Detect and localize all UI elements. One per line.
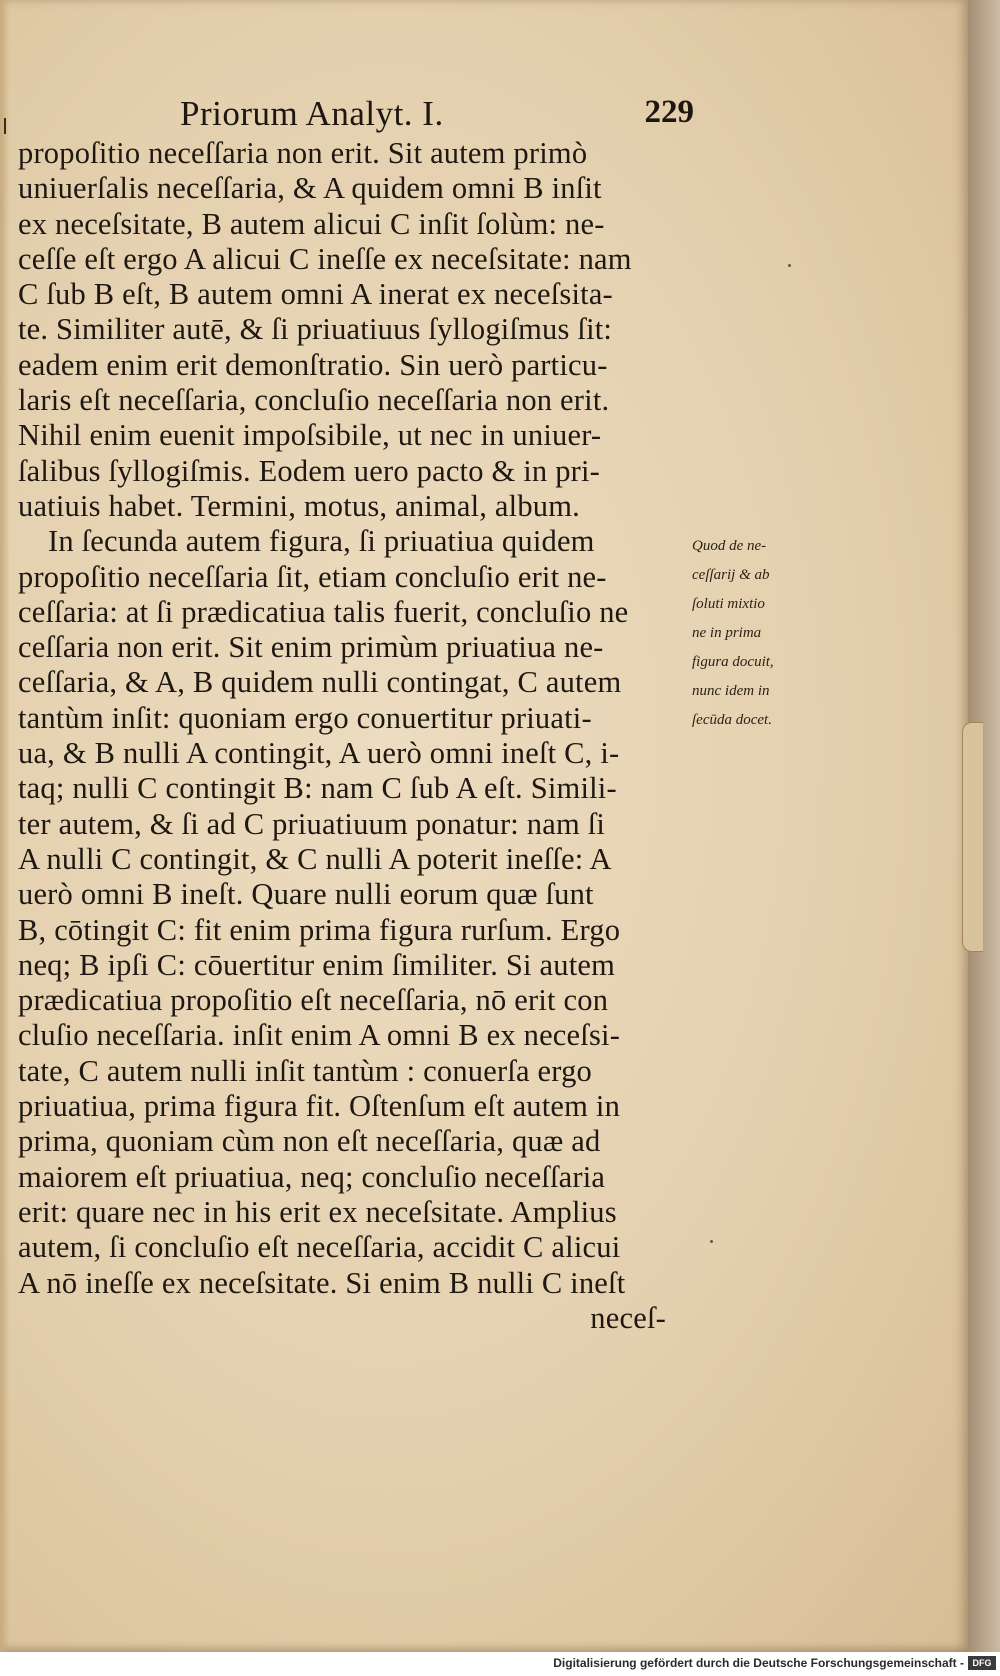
- text-line: A nulli C contingit, & C nulli A poterit ineſſe: A: [18, 841, 612, 876]
- marginal-note-line: ne in prima: [692, 625, 762, 641]
- text-line: ceſſaria: at ſi prædicatiua talis fuerit, concluſio ne: [18, 594, 629, 629]
- text-line: laris eſt neceſſaria, concluſio neceſſaria non erit.: [18, 383, 610, 418]
- marginal-note-line: ſoluti mixtio: [692, 596, 765, 612]
- text-line: ex neceſsitate, B autem alicui C inſit ſolùm: ne-: [18, 206, 605, 241]
- text-line: A nō ineſſe ex neceſsitate. Si enim B nulli C ineſt: [18, 1265, 626, 1300]
- page-gutter-shadow: [0, 0, 10, 1652]
- text-line: uniuerſalis neceſſaria, & A quidem omni B inſit: [18, 171, 602, 206]
- text-line: eadem enim erit demonſtratio. Sin uerò particu-: [18, 347, 608, 382]
- text-line: propoſitio neceſſaria non erit. Sit autem primò: [18, 136, 588, 170]
- text-line: uatiuis habet. Termini, motus, animal, album.: [18, 488, 580, 523]
- text-line: maiorem eſt priuatiua, neq; concluſio neceſſaria: [18, 1159, 606, 1194]
- marginal-note: [692, 532, 822, 735]
- page-tab: [962, 722, 983, 952]
- running-head: [20, 94, 700, 140]
- marginal-note-line: ceſſarij & ab: [692, 567, 770, 583]
- text-line: ceſſaria non erit. Sit enim primùm priuatiua ne-: [18, 630, 604, 665]
- text-line: propoſitio neceſſaria ſit, etiam concluſio erit ne-: [18, 559, 607, 594]
- text-line: neq; B ipſi C: cōuertitur enim ſimiliter. Si autem: [18, 947, 616, 982]
- catchword: neceſ-: [590, 1300, 666, 1335]
- text-line: erit: quare nec in his erit ex neceſsitate. Amplius: [18, 1194, 617, 1229]
- text-line: uerò omni B ineſt. Quare nulli eorum quæ ſunt: [18, 877, 594, 912]
- text-line: taq; nulli C contingit B: nam C ſub A eſt. Simili-: [18, 771, 617, 806]
- text-line: C ſub B eſt, B autem omni A inerat ex neceſsita-: [18, 277, 613, 312]
- marginal-note-line: nunc idem in: [692, 683, 770, 699]
- text-line: prima, quoniam cùm non eſt neceſſaria, quæ ad: [18, 1124, 601, 1159]
- text-line: Nihil enim euenit impoſsibile, ut nec in uniuer-: [18, 418, 602, 453]
- text-line: cluſio neceſſaria. inſit enim A omni B ex neceſsi-: [18, 1018, 621, 1053]
- body-text: [18, 136, 686, 1336]
- text-line: ua, & B nulli A contingit, A uerò omni ineſt C, i-: [18, 736, 620, 771]
- paper-speck: [788, 264, 791, 267]
- running-head-title: Priorum Analyt. I.: [180, 94, 444, 133]
- paper-speck: [710, 1240, 713, 1243]
- text-line: prædicatiua propoſitio eſt neceſſaria, nō erit con: [18, 983, 609, 1018]
- footer-bar: [0, 1652, 1000, 1676]
- text-line: te. Similiter autē, & ſi priuatiuus ſyllogiſmus ſit:: [18, 312, 613, 347]
- marginal-note-line: figura docuit,: [692, 654, 774, 670]
- text-line: ter autem, & ſi ad C priuatiuum ponatur: nam ſi: [18, 806, 606, 841]
- text-line: priuatiua, prima figura fit. Oſtenſum eſt autem in: [18, 1089, 621, 1124]
- text-line: ceſſe eſt ergo A alicui C ineſſe ex neceſsitate: nam: [18, 241, 632, 276]
- text-line: B, cōtingit C: fit enim prima figura rurſum. Ergo: [18, 912, 621, 947]
- text-line: tantùm inſit: quoniam ergo conuertitur priuati-: [18, 700, 592, 735]
- paragraph-start-line: In ſecunda autem figura, ſi priuatiua quidem: [48, 524, 595, 559]
- dfg-logo: DFG: [968, 1656, 996, 1670]
- text-line: ceſſaria, & A, B quidem nulli contingat, C autem: [18, 665, 622, 700]
- text-line: ſalibus ſyllogiſmis. Eodem uero pacto & in pri-: [18, 453, 601, 488]
- marginal-note-line: Quod de ne-: [692, 538, 767, 554]
- page-number: 229: [644, 94, 694, 130]
- funding-credit: Digitalisierung gefördert durch die Deutsche Forschungsgemeinschaft -: [553, 1656, 964, 1670]
- marginal-note-line: ſecūda docet.: [692, 712, 772, 728]
- text-line: tate, C autem nulli inſit tantùm : conuerſa ergo: [18, 1053, 592, 1088]
- text-line: autem, ſi concluſio eſt neceſſaria, accidit C alicui: [18, 1230, 621, 1265]
- margin-mark: [4, 118, 6, 134]
